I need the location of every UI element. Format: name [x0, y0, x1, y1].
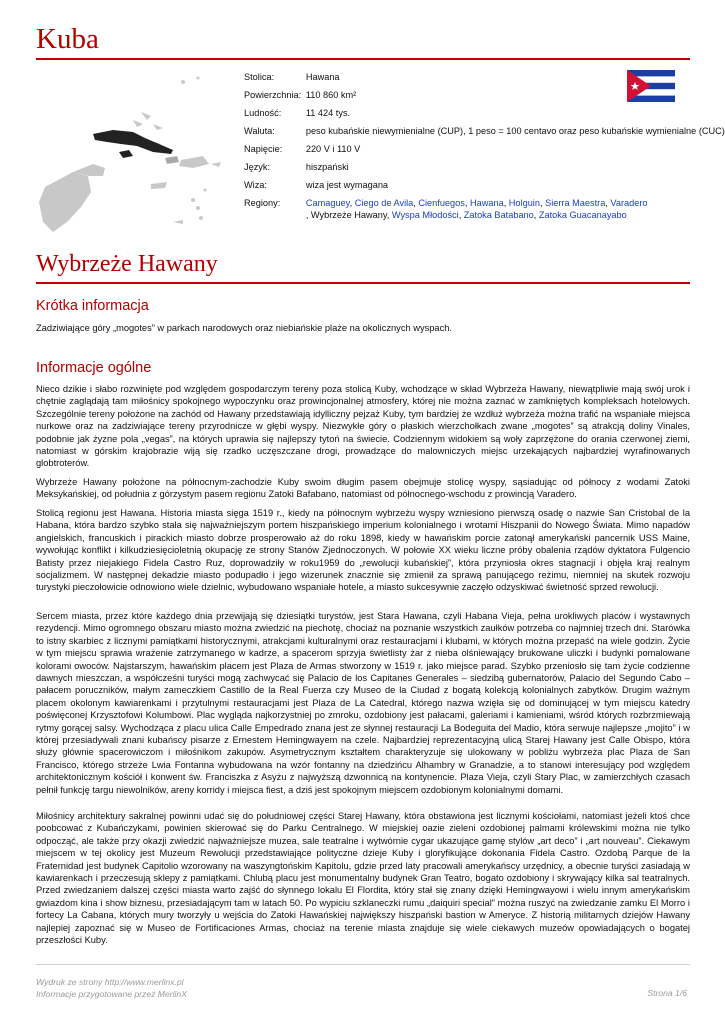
info-value: 11 424 tys.	[305, 108, 351, 118]
region-separator: ,	[413, 198, 419, 208]
info-value: wiza jest wymagana	[305, 180, 389, 190]
region-text: , Wybrzeże Hawany,	[305, 210, 392, 220]
info-value: hiszpański	[305, 162, 349, 172]
region-link[interactable]: Ciego de Avila	[354, 198, 414, 208]
short-info-heading: Krótka informacja	[36, 298, 149, 314]
regions-line-1	[306, 197, 725, 209]
region-separator: ,	[605, 198, 611, 208]
info-label: Wiza:	[244, 180, 267, 190]
info-label: Napięcie:	[244, 144, 283, 154]
paragraph-2: Wybrzeże Hawany położone na północnym-zachodzie Kuby swoim długim pasem obejmuje stolicę wyspy, sąsiadując od północy z wodami Zatoki Meksykańskiej, od południa z górzystym pasem regionu Zatoki Bafabano, natomiast od północnego-wschodu z prowincją Varadero.	[36, 477, 690, 500]
footer-rule	[36, 964, 690, 965]
general-info-heading: Informacje ogólne	[36, 360, 152, 376]
region-link[interactable]: Varadero	[610, 198, 648, 208]
info-row	[244, 179, 725, 197]
info-row-regions	[244, 197, 725, 233]
footer-credit: Informacje przygotowane przez MerlinX	[36, 989, 187, 999]
country-info-table	[244, 71, 725, 233]
regions-line-2	[306, 209, 725, 221]
region-rule	[36, 282, 690, 284]
region-separator: ,	[539, 198, 546, 208]
info-label: Waluta:	[244, 126, 275, 136]
page-number: Strona 1/6	[647, 988, 687, 998]
info-label: Ludność:	[244, 108, 282, 118]
info-label: Stolica:	[244, 72, 275, 82]
info-row	[244, 125, 725, 143]
region-separator: ,	[533, 210, 539, 220]
country-title: Kuba	[36, 23, 99, 55]
paragraph-3: Stolicą regionu jest Hawana. Historia miasta sięga 1519 r., kiedy na północnym wybrzeżu wyspy wzniesiono pierwszą osadę o nazwie San Cristobal de la Habana, która bardzo szybko stała się najważniejszym portem hiszpańskiego imperium kolonialnego i wrotami Hiszpanii do Nowego Świata. Mimo napadów angielskich, francuskich i pirackich miasto dobrze prosperowało aż do roku 1898, kiedy w hawańskim porcie zatonął amerykański pancernik USS Maine, wywołując konflikt i kilkudziesięcioletnią okupację ze strony Stanów Zjednoczonych. W połowie XX wieku liczne próby obalenia rządów dyktatora Fulgencio Batisty przez niejakiego Fidela Castro Ruz, doprowadziły w roku1959 do „rewolucji kubańskiej”, która przyniosła okres stagnacji i objęła kraj realnym socjalizmem. W następnej dekadzie miasto podupadło i jego wizerunek znacznie się zmienił za sprawą panującego reżimu, niemniej na skutek rozwoju turystyki pieczołowicie odnowiono wiele dzielnic, wybudowano wspaniałe hotele, a miasto sukcesywnie zaczęło odzyskiwać świetność sprzed rewolucji.	[36, 508, 690, 593]
region-separator: ,	[464, 198, 470, 208]
title-rule	[36, 58, 690, 60]
footer-source: Wydruk ze strony http://www.merlinx.pl	[36, 977, 184, 987]
region-separator: ,	[349, 198, 355, 208]
paragraph-1: Nieco dzikie i słabo rozwinięte pod względem gospodarczym tereny poza stolicą Kuby, wchodzące w skład Wybrzeża Hawany, niewątpliwie mają swój urok i chętnie zaglądają tam miłośnicy spokojnego wypoczynku oraz prowincjonalnej atmosfery, której nie można zaznać w zamkniętych kompleksach hotelowych. Szczególnie tereny położone na zachód od Hawany przedstawiają idylliczny pejzaż Kuby, tym bardziej że wzdłuż wybrzeża można trafić na wspaniałe miejsca nurkowe oraz na zadziwiające tereny przyrodnicze w głębi wyspy. Niezwykłe góry o płaskich wierzchołkach zwane „mogotes” są atrakcją doliny Vinales, podobnie jak żyzne pola „vegas”, na których uprawia się najlepszy tytoń na świecie. Codziennym widokiem są woły zaprzężone do orania czerwonej ziemi, natomiast w górskim krajobrazie wiją się rzadko uczęszczane drogi, prowadzące do malowniczych miejsc urzekających najbardziej wyrafinowanych globtroterów.	[36, 384, 690, 469]
info-row	[244, 89, 725, 107]
info-row	[244, 71, 725, 89]
paragraph-4: Sercem miasta, przez które każdego dnia przewijają się dziesiątki turystów, jest Stara Hawana, czyli Habana Vieja, pełna urokliwych placów i wystawnych rezydencji. Mimo ogromnego obszaru miasto można zwiedzić na piechotę, chociaż na poznanie wszystkich zaułków potrzeba co najmniej trzech dni. Starówka to istny skarbiec z licznymi pamiątkami historycznymi, atrakcjami kulturalnymi oraz restauracjami i klubami, w których można przepaść na wiele godzin. Życie w tym miejscu sprawia wrażenie zatrzymanego w kadrze, a spacerom sprzyja świetlisty żar z nieba olśniewający brukowane uliczki i budynki pomalowane kolorami owoców. Najstarszym, hawańskim placem jest Plaza de Armas stworzony w 1519 r. jako miejsce parad. Szybko przeniosło się tam życie codzienne dawnych mieszczan, a współcześni turyści mogą zachwycać się Palacio de los Capitanes Generales – siedzibą gubernatorów, Palacio del Segundo Cabo – pałacem poruczników, małym zameczkiem Castillo de la Real Fuerza czy Museo de la Ciudad z bogatą kolekcją kolonialnych zabytków. Drugim ważnym placem okolonym kawiarenkami i przytulnymi restauracjami jest Plaza de La Catedral, którego nazwa wzięła się od dominującej w tym miejscu katedry poświęconej Krzysztofowi Kolumbowi. Plac wygląda najkorzystniej po zmroku, ozdobiony jest pałacami, galeriami i kamieniami, wśród których rozbrzmiewają rytmy gorącej salsy. Wychodząca z placu ulica Calle Empedrado znana jest ze słynnej restauracji La Bodeguita del Madio, która serwuje najlepsze „mojito” i w której przesiadywali znani kubańscy pisarze z Ernestem Hemingwayem na czele. Najbardziej reprezentacyjną ulicą Starej Hawany jest Calle Obispo, która służy głównie spacerowiczom i miłośnikom zakupów. Asymetrycznym kształtem charakteryzuje się ulokowany w pobliżu wybrzeża plac Plaza de San Francisco, którego strzeże Lwia Fontanna wybudowana na wzór fontanny na dziedzińcu Alhambry w Granadzie, a to stanowi interesujący pod względem architektonicznym kościół i konwent św. Franciszka z Asyżu z najwyższą dzwonnicą na kontynencie. Plaza Vieja, czyli Stary Plac, w zamierzchłych czasach pełnił funkcję targu niewolników, areny korridy i miejsca fiest, a dziś jest spokojnym miejscem ozdobionym kolonialnymi domami.	[36, 611, 690, 795]
info-row	[244, 107, 725, 125]
paragraph-5: Miłośnicy architektury sakralnej powinni udać się do południowej części Starej Hawany, która obstawiona jest licznymi kościołami, natomiast jeżeli ktoś chce poobcować z Kubańczykami, powinien skierować się do Parku Centralnego. W miejskiej oazie zieleni ozdobionej palmami królewskimi można nie tylko odpocząć, ale także przy okazji zwiedzić najważniejsze muzea, sale teatralne i wytwórnie cygar ukazujące gamę stylów „art deco” i „art nouveau”. Ciekawym miejscem w tej okolicy jest Muzeum Rewolucji przedstawiające polityczne dzieje Kuby i gloryfikujące dokonania Fidela Castro. Ozdobą Parque de la Fraternidad jest budynek Capitolio wzorowany na waszyngtońskim Kapitolu, gdzie przed laty pracowali amerykańscy urzędnicy, a obecnie turyści zasiadają w kawiarenkach i przeczesują sklepy z pamiątkami. Chlubą placu jest monumentalny budynek Gran Teatro, bogato ozdobiony i skrywający kilka sal teatralnych. Przed zwiedzaniem dalszej części miasta warto zajść do słynnego lokalu El Flordita, który stał się znany dzięki Hemingwayowi i wielu innym amerykańskim gwiazdom kina i show biznesu, przesiadającym tam w latach 50. Po wypiciu szklaneczki rumu „daiquiri special” można ruszyć na zwiedzanie zamku El Morro i fortecy La Cabana, których mury tworzyły u wejścia do Zatoki Hawańskiej największy hiszpański bastion w Ameryce. Z historią militarnych dziejów Hawany najlepiej zapoznać się w Museo de Fortificaciones Armas, chociaż na terenie miasta znajduje się wiele ciekawych muzeów opowiadających o bogatej przeszłości Kuby.	[36, 811, 690, 946]
region-link[interactable]: Camaguey	[305, 198, 350, 208]
info-label: Język:	[244, 162, 271, 172]
region-link[interactable]: Zatoka Batabano	[463, 210, 534, 220]
caribbean-map-image	[33, 72, 233, 242]
region-separator: ,	[503, 198, 509, 208]
info-row	[244, 161, 725, 179]
region-link[interactable]: Sierra Maestra	[545, 198, 606, 208]
info-value: Hawana	[305, 72, 340, 82]
region-title: Wybrzeże Hawany	[36, 251, 218, 277]
info-value: peso kubańskie niewymienialne (CUP), 1 peso = 100 centavo oraz peso kubańskie wymienialne (CUC)	[305, 126, 725, 136]
info-value: 110 860 km²	[305, 90, 357, 100]
region-separator: ,	[458, 210, 464, 220]
info-row	[244, 143, 725, 161]
regions-value	[306, 197, 725, 233]
info-value: 220 V i 110 V	[305, 144, 361, 154]
region-link[interactable]: Wyspa Młodości	[391, 210, 459, 220]
short-info-text: Zadziwiające góry „mogotes” w parkach narodowych oraz niebiańskie plaże na okolicznych wyspach.	[36, 323, 452, 333]
info-label: Powierzchnia:	[244, 90, 302, 100]
region-link[interactable]: Zatoka Guacanayabo	[538, 210, 627, 220]
region-link[interactable]: Hawana	[469, 198, 504, 208]
info-label: Regiony:	[244, 198, 281, 208]
region-link[interactable]: Holguin	[508, 198, 540, 208]
region-link[interactable]: Cienfuegos	[418, 198, 465, 208]
